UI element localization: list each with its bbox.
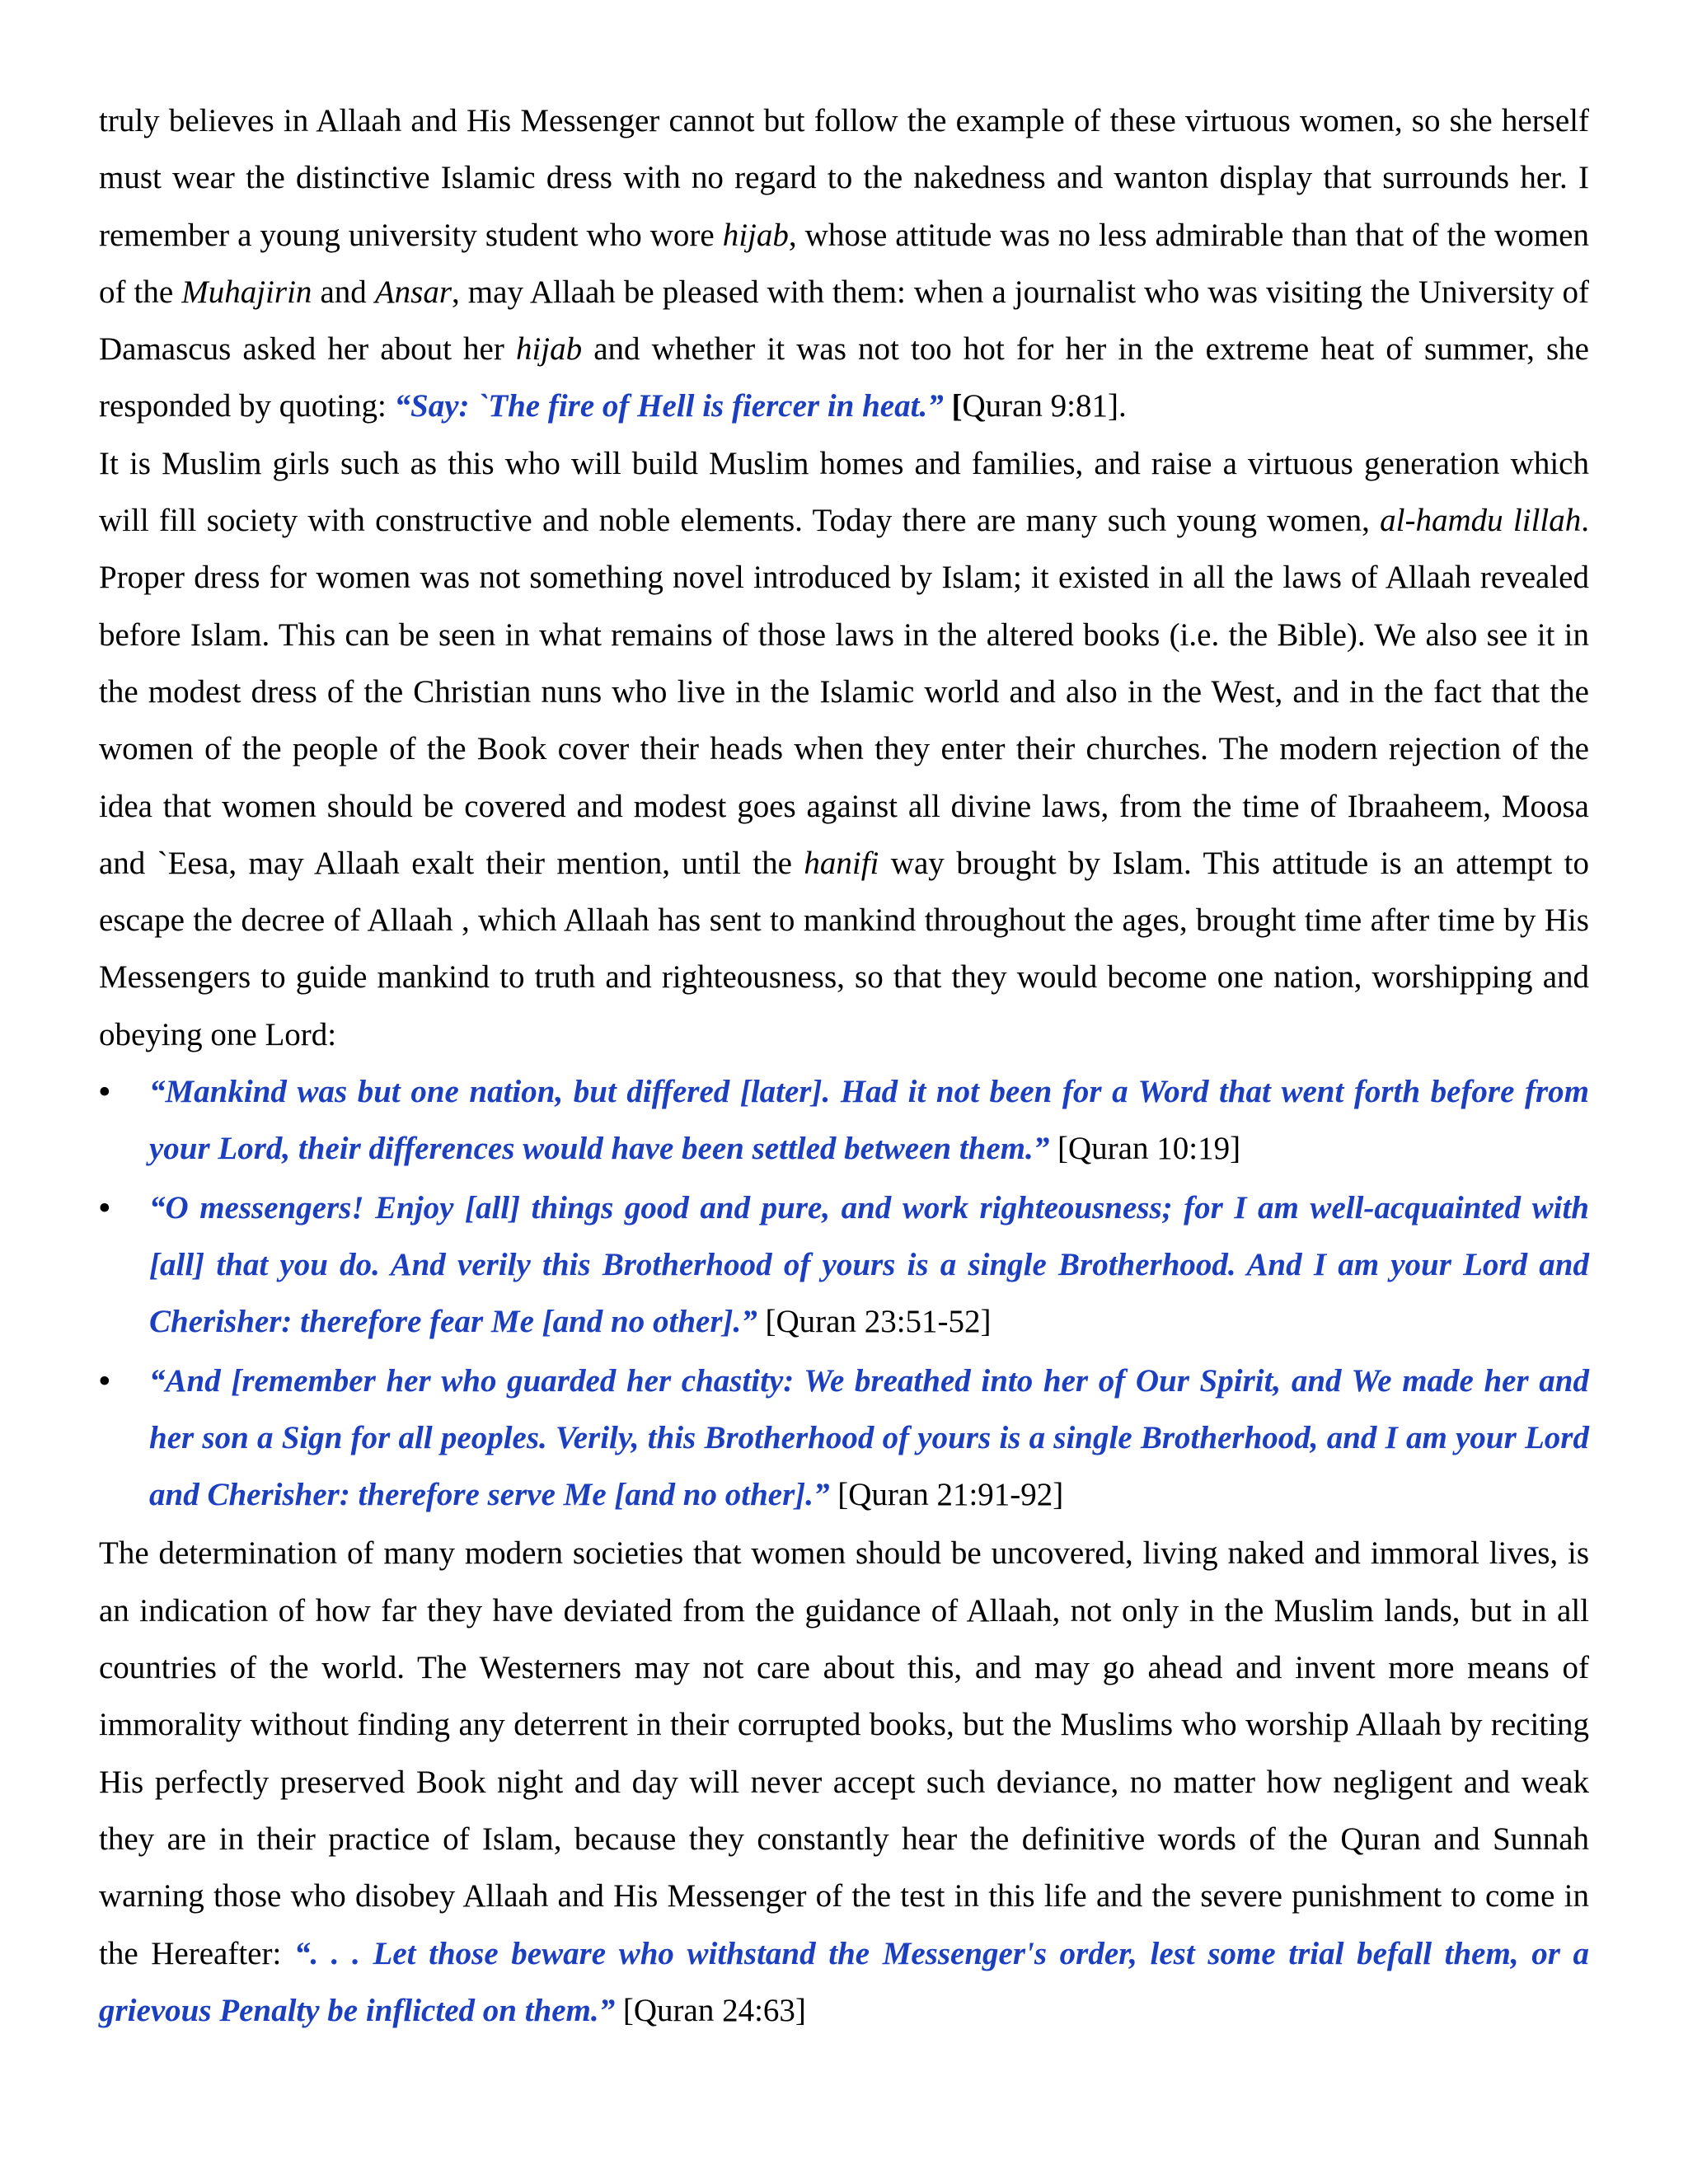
- quran-quote: “. . . Let those beware who withstand the Messenger's order, lest some trial befall them, or a grievous Penalty be inflicted on them.”: [99, 1935, 1589, 2028]
- text: truly believes in Allaah and His Messenger cannot but follow the example of these virtuous women, so she herself must wear the distinctive Islamic dress with no regard to the nakedness and wanton display that surrounds her. I remember a young university student who wore: [99, 103, 1589, 253]
- term-muhajirin: Muhajirin: [181, 274, 312, 310]
- text: , may Allaah be pleased with them: when a journalist who was visiting the University of Damascus asked her about her: [99, 274, 1589, 368]
- document-page: [99, 92, 1589, 2039]
- paragraph-hijab-student: [99, 92, 1589, 435]
- quran-reference: [Quran 23:51-52]: [757, 1304, 992, 1340]
- quran-quote: “And [remember her who guarded her chastity: We breathed into her of Our Spirit, and We made her and her son a Sign for all peoples. Verily, this Brotherhood of yours is a single Brotherhood, and I am your Lord and Cherisher: therefore serve Me [and no other].”: [149, 1362, 1589, 1513]
- verse-item: [99, 1179, 1589, 1351]
- term-alhamdulillah: al-hamdu lillah: [1380, 503, 1582, 539]
- quran-reference: [Quran 21:91-92]: [829, 1477, 1064, 1513]
- term-ansar: Ansar: [374, 274, 452, 310]
- quran-quote: “Mankind was but one nation, but differed [later]. Had it not been for a Word that went forth before from your Lord, their differences would have been settled between them.”: [149, 1074, 1589, 1167]
- bracket: [: [943, 388, 963, 424]
- text: . Proper dress for women was not something novel introduced by Islam; it existed in all the laws of Allaah revealed before Islam. This can be seen in what remains of those laws in the altered books (i.e. the Bible). We also see it in the modest dress of the Christian nuns who live in the Islamic world and also in the West, and in the fact that the women of the people of the Book cover their heads when they enter their churches. The modern rejection of the idea that women should be covered and modest goes against all divine laws, from the time of Ibraaheem, Moosa and `Eesa, may Allaah exalt their mention, until the: [99, 503, 1589, 881]
- quran-reference: [Quran 10:19]: [1049, 1131, 1241, 1167]
- bullet-icon: •: [99, 1074, 110, 1110]
- text: It is Muslim girls such as this who will build Muslim homes and families, and raise a virtuous generation which will fill society with constructive and noble elements. Today there are many such young women,: [99, 445, 1589, 539]
- term-hijab: hijab: [515, 331, 583, 368]
- quran-quote: “O messengers! Enjoy [all] things good and pure, and work righteousness; for I am well-acquainted with [all] that you do. And verily this Brotherhood of yours is a single Brotherhood. And I am your Lord and Cherisher: therefore fear Me [and no other].”: [149, 1189, 1589, 1340]
- verse-item: [99, 1063, 1589, 1178]
- quran-reference: Quran 9:81].: [962, 388, 1127, 424]
- bullet-icon: •: [99, 1189, 110, 1226]
- paragraph-modern-societies: [99, 1525, 1589, 2039]
- term-hijab: hijab: [722, 217, 789, 253]
- text: and whether it was not too hot for her in the extreme heat of summer, she responded by quoting:: [99, 331, 1589, 424]
- verse-item: [99, 1352, 1589, 1524]
- term-hanifi: hanifi: [804, 845, 879, 881]
- verse-list: [99, 1063, 1589, 1523]
- text: and: [312, 274, 375, 310]
- text: The determination of many modern societies that women should be uncovered, living naked and immoral lives, is an indication of how far they have deviated from the guidance of Allaah, not only in the Muslim lands, but in all countries of the world. The Westerners may not care about this, and may go ahead and invent more means of immorality without finding any deterrent in their corrupted books, but the Muslims who worship Allaah by reciting His perfectly preserved Book night and day will never accept such deviance, no matter how negligent and weak they are in their practice of Islam, because they constantly hear the definitive words of the Quran and Sunnah warning those who disobey Allaah and His Messenger of the test in this life and the severe punishment to come in the Hereafter:: [99, 1535, 1589, 1971]
- quran-quote: “Say: `The fire of Hell is fiercer in heat.”: [394, 388, 944, 424]
- paragraph-muslim-girls: [99, 435, 1589, 1063]
- text: , whose attitude was no less admirable than that of the women of the: [99, 217, 1589, 310]
- text: way brought by Islam. This attitude is an attempt to escape the decree of Allaah , which Allaah has sent to mankind throughout the ages, brought time after time by His Messengers to guide mankind to truth and righteousness, so that they would become one nation, worshipping and obeying one Lord:: [99, 845, 1589, 1052]
- quran-reference: [Quran 24:63]: [615, 1992, 806, 2028]
- bullet-icon: •: [99, 1362, 110, 1399]
